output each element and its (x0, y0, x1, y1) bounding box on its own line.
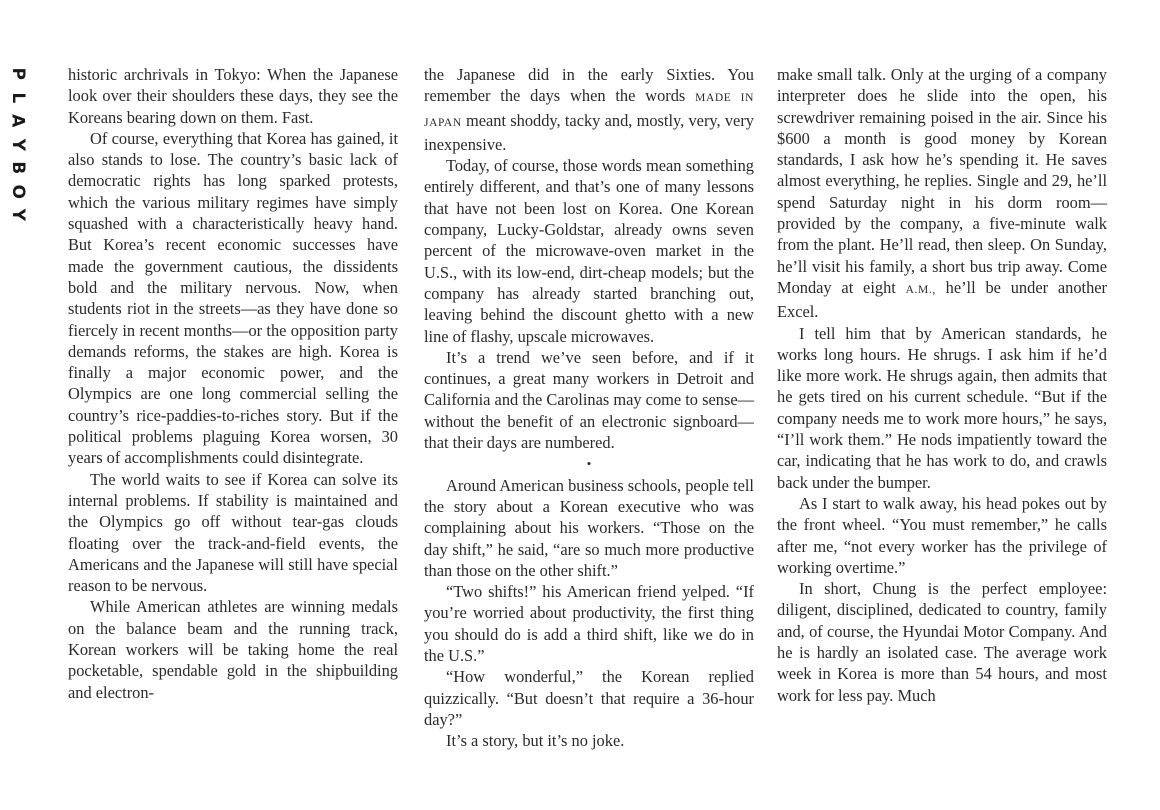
logo-letter: O (7, 184, 28, 199)
logo-letter: P (7, 67, 28, 80)
paragraph: Of course, everything that Korea has gained, it also stands to lose. The country’s basic lack of democratic rights has long sparked protests, which the various military regimes have simply squashed with a characteristically heavy hand. But Korea’s recent economic successes have made the government cautious, the dissidents bold and the military nervous. Now, when students riot in the streets—as they have done so fiercely in recent months—or the opposition party demands reforms, the stakes are high. Korea is finally a major economic power, and the Olympics are one long commercial selling the country’s rice-paddies-to-riches story. But if the political problems plaguing Korea worsen, 30 years of accomplishments could disintegrate. (68, 128, 398, 468)
text-column-1 (68, 64, 398, 703)
paragraph: historic archrivals in Tokyo: When the Japanese look over their shoulders these days, they see the Koreans bearing down on them. Fast. (68, 65, 398, 127)
paragraph (777, 64, 1107, 323)
logo-letter: L (7, 91, 28, 103)
small-caps-text: MADE IN JAPAN (424, 92, 754, 129)
paragraph: It’s a story, but it’s no joke. (446, 731, 625, 751)
paragraph: While American athletes are winning medals on the balance beam and the running track, Korean workers will be taking home the real pocketable, spendable gold in the shipbuilding and electron- (68, 597, 398, 702)
paragraph: “How wonderful,” the Korean replied quizzically. “But doesn’t that require a 36-hour day?” (424, 667, 754, 729)
paragraph: The world waits to see if Korea can solve its internal problems. If stability is maintained and the Olympics go off without tear-gas clouds floating over the track-and-field events, the Americans and the Japanese will still have special reason to be nervous. (68, 469, 398, 596)
paragraph-text: the Japanese did in the early Sixties. You remember the days when the words (424, 65, 754, 106)
paragraph: Today, of course, those words mean something entirely different, and that’s one of many lessons that have not been lost on Korea. One Korean company, Lucky-Goldstar, already owns seven percent of the microwave-oven market in the U.S., with its low-end, dirt-cheap models; but the company has already started branching out, leaving behind the discount ghetto with a new line of flashy, upscale microwaves. (424, 156, 754, 346)
paragraph: In short, Chung is the perfect employee: diligent, disciplined, dedicated to country, family and, of course, the Hyundai Motor Company. And he is hardly an isolated case. The average work week in Korea is more than 54 hours, and most work for less pay. Much (777, 579, 1107, 705)
text-column-3 (777, 64, 1107, 706)
section-break-bullet: • (586, 456, 592, 472)
logo-letter: B (7, 161, 28, 175)
paragraph: Around American business schools, people tell the story about a Korean executive who was complaining about his workers. “Those on the day shift,” he said, “are so much more productive than those on the other shift.” (424, 475, 754, 580)
text-column-2 (424, 64, 754, 752)
logo-letter: A (7, 114, 28, 128)
paragraph: I tell him that by American standards, he works long hours. He shrugs. I ask him if he’d like more work. He shrugs again, then admits that he gets tired on his current schedule. “But if the company needs me to work more hours,” he says, “I’ll work them.” He nods impatiently toward the car, indicating that he has work to do, and crawls back under the bumper. (777, 323, 1107, 492)
paragraph: “Two shifts!” his American friend yelped. “If you’re worried about productivity, the first thing you should do is add a third shift, like we do in the U.S.” (424, 582, 754, 666)
paragraph (424, 64, 754, 155)
paragraph-text: meant shoddy, tacky and, mostly, very, very inexpensive. (424, 110, 754, 154)
paragraph-text: make small talk. Only at the urging of a company interpreter does he slide into the open, his screwdriver remaining poised in the air. Since his $600 a month is good money by Korean standards, I ask how he’s spending it. He saves almost everything, he replies. Single and 29, he’ll spend Saturday night in his dorm room—provided by the company, a five-minute walk from the plant. He’ll read, then sleep. On Sunday, he’ll visit his family, a short bus trip away. Come Monday at eight (777, 65, 1107, 297)
paragraph-text: he’ll be under another Excel. (777, 277, 1107, 322)
magazine-spine-logo (6, 62, 28, 227)
small-caps-text: A.M., (905, 283, 936, 296)
paragraph: It’s a trend we’ve seen before, and if it continues, a great many workers in Detroit and California and the Carolinas may come to sense—without the benefit of an electronic signboard—that their days are numbered. (424, 347, 754, 453)
logo-letter: Y (7, 208, 28, 221)
logo-letter: Y (7, 138, 28, 151)
paragraph: As I start to walk away, his head pokes out by the front wheel. “You must remember,” he calls after me, “not every worker has the privilege of working overtime.” (777, 493, 1107, 577)
